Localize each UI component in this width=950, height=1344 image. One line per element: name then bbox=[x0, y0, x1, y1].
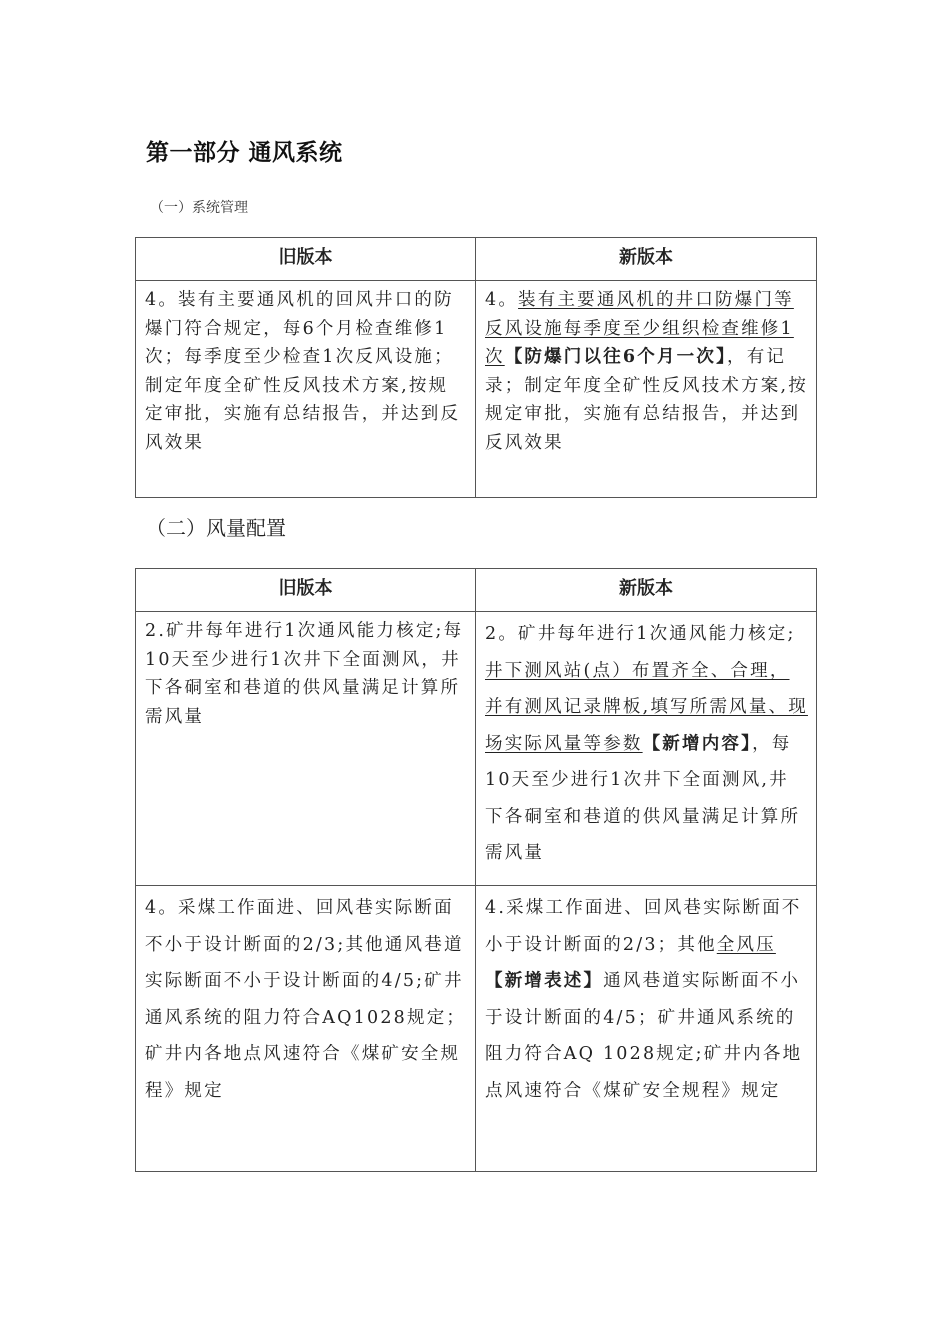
new-text-bold-note: 【新增内容】 bbox=[642, 733, 753, 754]
new-text-prefix: 4。 bbox=[485, 290, 519, 310]
new-version-text bbox=[476, 886, 816, 1117]
old-version-cell bbox=[136, 886, 476, 1172]
page-title: 第一部分 通风系统 bbox=[146, 140, 343, 166]
new-version-cell bbox=[476, 612, 817, 886]
header-new-version: 新版本 bbox=[476, 569, 817, 612]
table-row bbox=[136, 612, 817, 886]
old-version-text: 4。采煤工作面进、回风巷实际断面不小于设计断面的2/3;其他通风巷道实际断面不小于设计断面的4/5;矿井通风系统的阻力符合AQ1028规定；矿井内各地点风速符合《煤矿安全规程》规定 bbox=[145, 898, 467, 1101]
table-header-row bbox=[136, 569, 817, 612]
old-version-cell bbox=[136, 612, 476, 886]
new-version-cell bbox=[476, 886, 817, 1172]
header-old-version: 旧版本 bbox=[136, 569, 476, 612]
new-text-underlined: 井下测风站(点）布置齐全、合理，并有测风记录牌板,填写所需风量、现场实际风量等参数 bbox=[485, 660, 808, 754]
new-version-text bbox=[476, 612, 816, 880]
new-text-bold-note: 【防爆门以往6个月一次】 bbox=[504, 347, 728, 367]
comparison-table-system-management bbox=[135, 237, 817, 498]
header-old-version: 旧版本 bbox=[136, 238, 476, 281]
new-text-underlined: 装有主要通风机的井口防爆门等反风设施每季度至少组织检查维修1次 bbox=[485, 290, 794, 367]
new-text-suffix: 通风巷道实际断面不小于设计断面的4/5；矿井通风系统的阻力符合AQ 1028规定;矿井内各地点风速符合《煤矿安全规程》规定 bbox=[485, 971, 803, 1101]
new-text-suffix: ，每10天至少进行1次井下全面测风,井下各硐室和巷道的供风量满足计算所需风量 bbox=[485, 733, 801, 863]
table-header-row bbox=[136, 238, 817, 281]
new-text-prefix: 4.采煤工作面进、回风巷实际断面不小于设计断面的2/3；其他 bbox=[485, 898, 802, 955]
table-row bbox=[136, 886, 817, 1172]
new-version-cell bbox=[476, 281, 817, 498]
section-heading-airflow-allocation: （二）风量配置 bbox=[146, 516, 286, 540]
new-text-prefix: 2。矿井每年进行1次通风能力核定; bbox=[485, 624, 796, 644]
new-version-text bbox=[476, 281, 816, 465]
new-text-bold-note: 【新增表述】 bbox=[485, 971, 604, 991]
old-version-cell bbox=[136, 281, 476, 498]
old-version-text: 4。装有主要通风机的回风井口的防爆门符合规定，每6个月检查维修1次；每季度至少检查1次反风设施；制定年度全矿性反风技术方案,按规定审批，实施有总结报告，并达到反风效果 bbox=[145, 290, 461, 453]
section-heading-system-management: （一）系统管理 bbox=[150, 200, 248, 216]
new-text-suffix: ，有记录；制定年度全矿性反风技术方案,按规定审批，实施有总结报告，并达到反风效果 bbox=[485, 347, 808, 453]
header-new-version: 新版本 bbox=[476, 238, 817, 281]
table-row bbox=[136, 281, 817, 498]
new-text-underlined: 全风压 bbox=[716, 934, 776, 955]
comparison-table-airflow-allocation bbox=[135, 568, 817, 1172]
old-version-text: 2.矿井每年进行1次通风能力核定;每10天至少进行1次井下全面测风，井下各硐室和巷道的供风量满足计算所需风量 bbox=[145, 621, 464, 727]
